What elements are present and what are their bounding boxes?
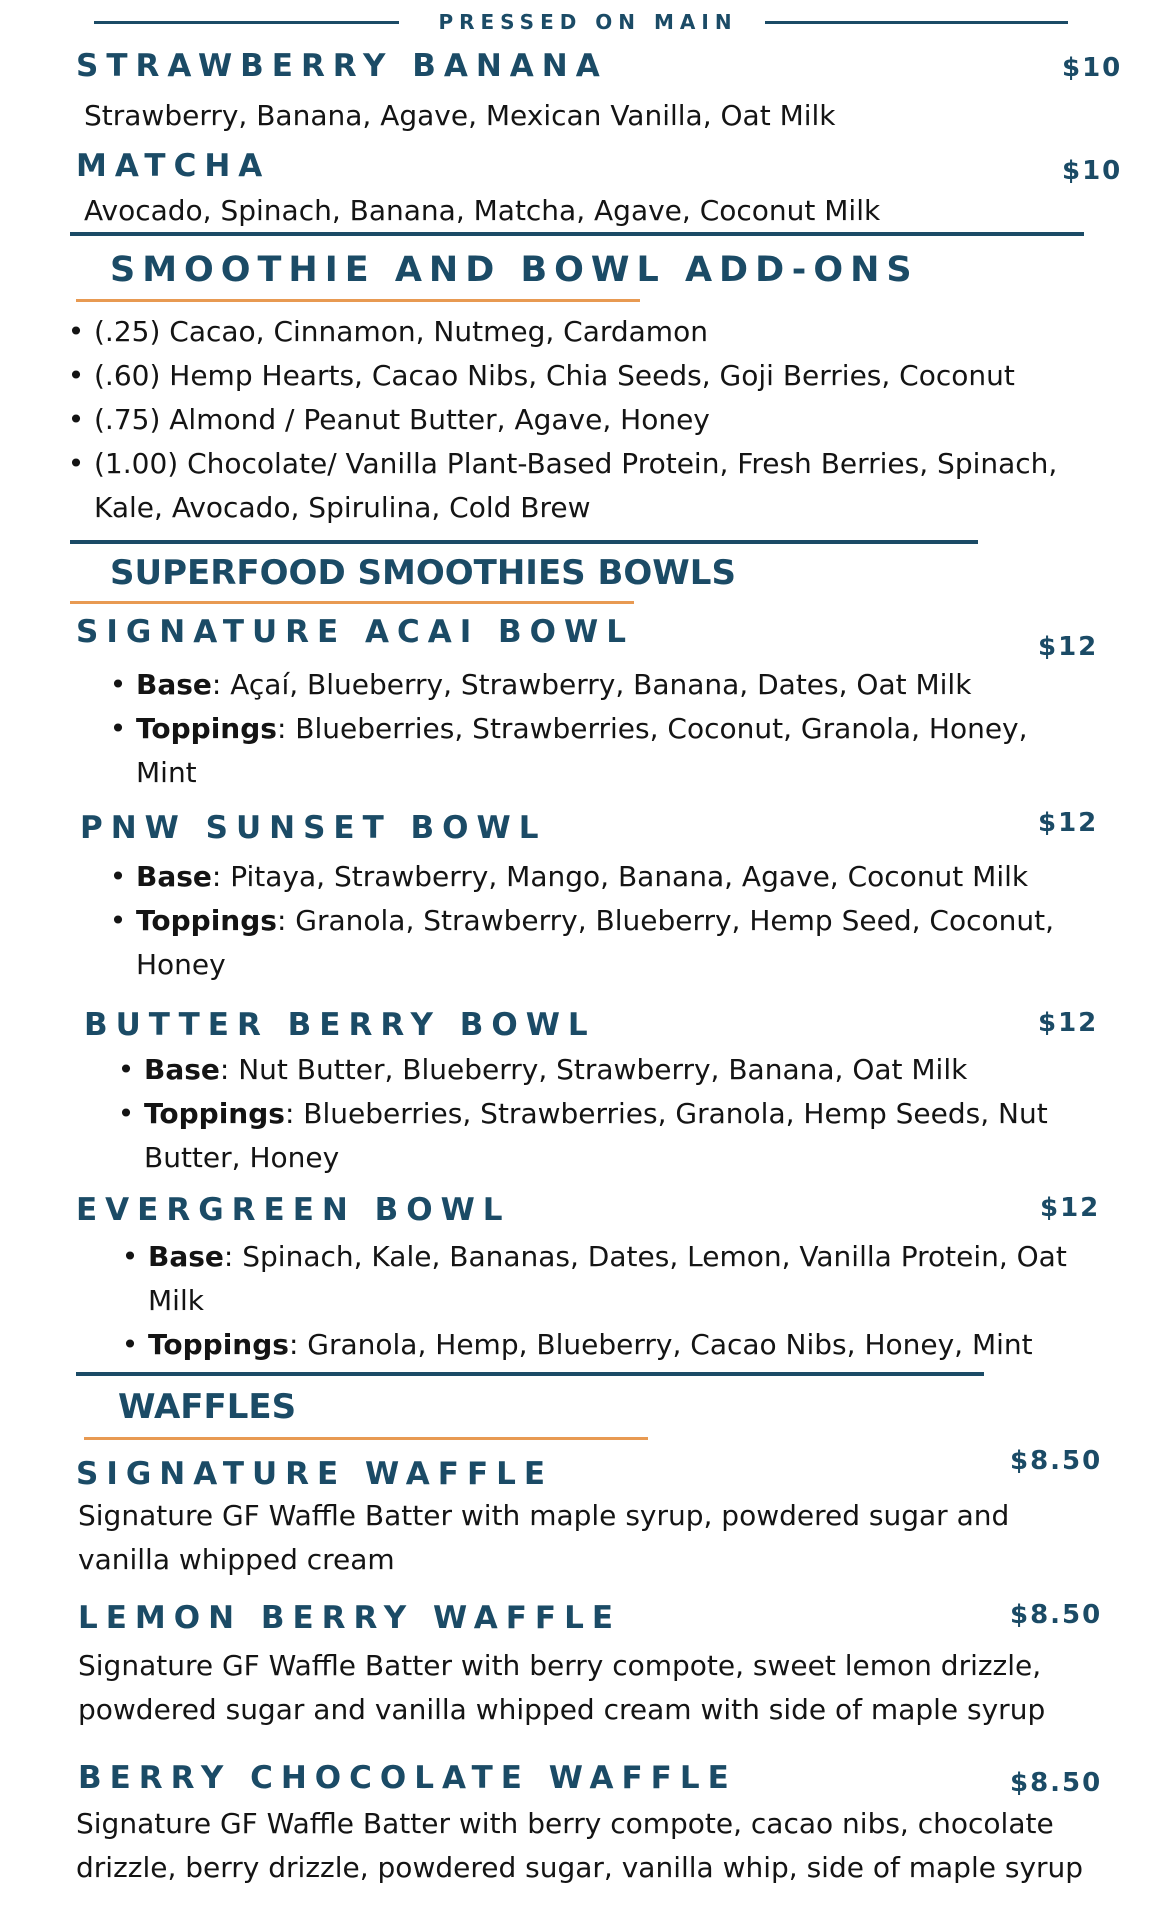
addon-item: • (.60) Hemp Hearts, Cacao Nibs, Chia Seeds, Goji Berries, Coconut — [66, 354, 1126, 398]
bowl-toppings: • Toppings: Blueberries, Strawberries, Coconut, Granola, Honey, Mint — [108, 707, 1068, 795]
item-name-matcha: MATCHA — [76, 148, 271, 184]
waffle-desc-signature: Signature GF Waffle Batter with maple syrup, powdered sugar and vanilla whipped cream — [78, 1499, 1010, 1576]
item-name-strawberry-banana: STRAWBERRY BANANA — [76, 48, 608, 84]
bullet-icon: • — [109, 712, 127, 745]
section-underline-waffles — [84, 1437, 648, 1440]
waffle-name-signature: SIGNATURE WAFFLE — [76, 1456, 554, 1492]
bowl-price-evergreen: $12 — [1040, 1193, 1101, 1223]
bowl-pnw-list — [108, 855, 1098, 987]
bowl-price-pnw-sunset: $12 — [1038, 808, 1099, 838]
bowl-name-pnw-sunset: PNW SUNSET BOWL — [80, 810, 547, 846]
bullet-icon: • — [67, 403, 85, 436]
waffle-name-berry-chocolate: BERRY CHOCOLATE WAFFLE — [78, 1760, 737, 1796]
bullet-icon: • — [109, 668, 127, 701]
bullet-icon: • — [67, 447, 85, 480]
item-price-strawberry-banana: $10 — [1062, 53, 1123, 83]
waffle-price-berry-chocolate: $8.50 — [1010, 1768, 1103, 1798]
bowl-toppings: • Toppings: Blueberries, Strawberries, Granola, Hemp Seeds, Nut Butter, Honey — [116, 1092, 1096, 1180]
bowl-base: • Base: Nut Butter, Blueberry, Strawberry, Banana, Oat Milk — [116, 1048, 1096, 1092]
item-desc-strawberry-banana: Strawberry, Banana, Agave, Mexican Vanilla, Oat Milk — [84, 99, 836, 132]
addons-list — [66, 310, 1126, 530]
section-title-addons: SMOOTHIE AND BOWL ADD-ONS — [110, 250, 919, 290]
bowl-butter-berry-list — [116, 1048, 1096, 1180]
bowl-base: • Base: Açaí, Blueberry, Strawberry, Banana, Dates, Oat Milk — [108, 663, 1068, 707]
bullet-icon: • — [67, 359, 85, 392]
section-title-waffles: WAFFLES — [118, 1387, 297, 1427]
bullet-icon: • — [117, 1097, 135, 1130]
addon-item: • (.25) Cacao, Cinnamon, Nutmeg, Cardamon — [66, 310, 1126, 354]
bowl-base: • Base: Spinach, Kale, Bananas, Dates, Lemon, Vanilla Protein, Oat Milk — [120, 1235, 1120, 1323]
bowl-base: • Base: Pitaya, Strawberry, Mango, Banana, Agave, Coconut Milk — [108, 855, 1098, 899]
bullet-icon: • — [109, 904, 127, 937]
item-price-matcha: $10 — [1062, 156, 1123, 186]
bullet-icon: • — [67, 315, 85, 348]
bullet-icon: • — [109, 860, 127, 893]
waffle-price-signature: $8.50 — [1010, 1446, 1103, 1476]
bullet-icon: • — [121, 1240, 139, 1273]
waffle-name-lemon-berry: LEMON BERRY WAFFLE — [78, 1600, 622, 1636]
bullet-icon: • — [117, 1053, 135, 1086]
section-title-bowls: SUPERFOOD SMOOTHIES BOWLS — [110, 553, 736, 593]
bullet-icon: • — [121, 1328, 139, 1361]
addon-item: • (.75) Almond / Peanut Butter, Agave, Honey — [66, 398, 1126, 442]
bowl-toppings: • Toppings: Granola, Hemp, Blueberry, Cacao Nibs, Honey, Mint — [120, 1323, 1120, 1367]
waffle-desc-berry-chocolate: Signature GF Waffle Batter with berry compote, cacao nibs, chocolate drizzle, berry drizzle, powdered sugar, vanilla whip, side of maple syrup — [76, 1807, 1084, 1884]
header-rule-right — [765, 21, 1068, 24]
bowl-toppings: • Toppings: Granola, Strawberry, Blueberry, Hemp Seed, Coconut, Honey — [108, 899, 1098, 987]
divider-3 — [76, 1372, 984, 1376]
bowl-name-butter-berry: BUTTER BERRY BOWL — [84, 1007, 596, 1043]
section-underline-bowls — [70, 601, 634, 604]
brand-title: PRESSED ON MAIN — [438, 10, 738, 34]
waffle-price-lemon-berry: $8.50 — [1010, 1600, 1103, 1630]
divider-1 — [70, 232, 1084, 236]
divider-2 — [70, 540, 978, 544]
bowl-price-acai: $12 — [1038, 632, 1099, 662]
item-desc-matcha: Avocado, Spinach, Banana, Matcha, Agave, Coconut Milk — [84, 194, 881, 227]
bowl-price-butter-berry: $12 — [1038, 1008, 1099, 1038]
header-rule-left — [94, 21, 399, 24]
bowl-name-evergreen: EVERGREEN BOWL — [76, 1192, 511, 1228]
bowl-name-acai: SIGNATURE ACAI BOWL — [76, 614, 634, 650]
bowl-acai-list — [108, 663, 1068, 795]
bowl-evergreen-list — [120, 1235, 1120, 1367]
addon-item: • (1.00) Chocolate/ Vanilla Plant-Based Protein, Fresh Berries, Spinach, Kale, Avocado, Spirulina, Cold Brew — [66, 442, 1126, 530]
section-underline-addons — [76, 299, 640, 302]
waffle-desc-lemon-berry: Signature GF Waffle Batter with berry compote, sweet lemon drizzle, powdered sugar and vanilla whipped cream with side of maple syrup — [78, 1649, 1046, 1726]
